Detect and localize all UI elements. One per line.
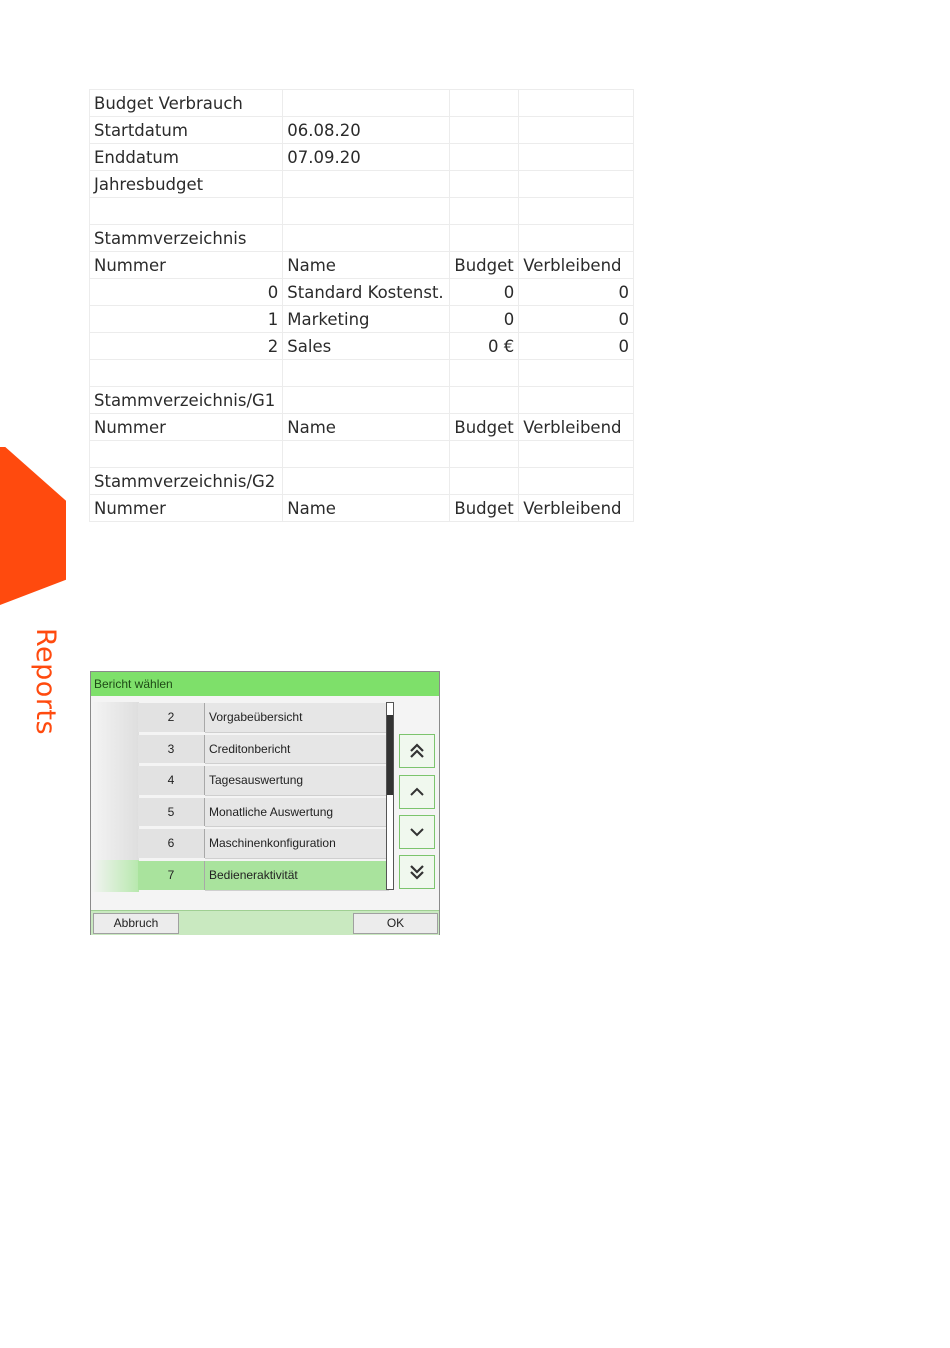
page-up-button[interactable] xyxy=(399,734,435,768)
sheet-cell: Marketing xyxy=(283,306,450,333)
sheet-cell xyxy=(90,198,283,225)
row-shading xyxy=(91,702,139,734)
sheet-cell: Enddatum xyxy=(90,144,283,171)
sheet-cell: Name xyxy=(283,252,450,279)
sheet-cell: Budget xyxy=(450,495,519,522)
double-chevron-up-icon xyxy=(408,742,426,760)
double-chevron-down-icon xyxy=(408,863,426,881)
sheet-cell: Stammverzeichnis/G2 xyxy=(90,468,283,495)
sheet-cell xyxy=(519,198,634,225)
sheet-cell: 0 xyxy=(519,306,634,333)
sheet-cell: 0 xyxy=(519,279,634,306)
sheet-cell: Nummer xyxy=(90,252,283,279)
sheet-cell: Jahresbudget xyxy=(90,171,283,198)
sheet-cell xyxy=(283,198,450,225)
sheet-cell: Name xyxy=(283,495,450,522)
sheet-cell xyxy=(450,387,519,414)
sheet-cell xyxy=(450,441,519,468)
sheet-cell xyxy=(283,387,450,414)
sheet-cell: Standard Kostenst. xyxy=(283,279,450,306)
sheet-cell xyxy=(283,360,450,387)
sheet-cell xyxy=(450,144,519,171)
sheet-cell xyxy=(283,171,450,198)
ok-button[interactable]: OK xyxy=(353,913,438,934)
sheet-row xyxy=(90,441,634,468)
scrollbar-thumb[interactable] xyxy=(387,715,393,795)
list-scrollbar[interactable] xyxy=(386,702,394,890)
sheet-cell: 06.08.20 xyxy=(283,117,450,144)
sheet-cell xyxy=(283,90,450,117)
sheet-cell xyxy=(519,171,634,198)
report-label: Tagesauswertung xyxy=(205,766,389,796)
report-number: 3 xyxy=(138,735,205,764)
sheet-cell: 0 € xyxy=(450,333,519,360)
report-list-item[interactable] xyxy=(91,765,391,797)
chevron-up-icon xyxy=(408,783,426,801)
report-number: 7 xyxy=(138,861,205,890)
sheet-cell: 0 xyxy=(450,279,519,306)
report-label: Creditonbericht xyxy=(205,735,389,765)
sheet-cell xyxy=(450,360,519,387)
report-list xyxy=(91,702,391,892)
budget-report-table xyxy=(89,89,634,522)
sheet-cell xyxy=(519,90,634,117)
sheet-cell xyxy=(519,117,634,144)
sheet-cell: Stammverzeichnis/G1 xyxy=(90,387,283,414)
sheet-cell xyxy=(450,468,519,495)
cancel-button[interactable]: Abbruch xyxy=(93,913,179,934)
sheet-cell: Budget Verbrauch xyxy=(90,90,283,117)
sheet-cell: Verbleibend xyxy=(519,414,634,441)
sheet-cell: Budget xyxy=(450,252,519,279)
sheet-cell: Nummer xyxy=(90,495,283,522)
chevron-down-icon xyxy=(408,823,426,841)
sheet-cell xyxy=(519,360,634,387)
section-tab xyxy=(0,447,66,605)
sheet-cell: Sales xyxy=(283,333,450,360)
sheet-cell: 2 xyxy=(90,333,283,360)
sheet-row xyxy=(90,117,634,144)
sheet-cell: 1 xyxy=(90,306,283,333)
sheet-row xyxy=(90,468,634,495)
report-number: 2 xyxy=(138,703,205,732)
sheet-row xyxy=(90,225,634,252)
sheet-cell xyxy=(283,441,450,468)
row-shading xyxy=(91,828,139,860)
report-label: Monatliche Auswertung xyxy=(205,798,389,828)
sheet-cell xyxy=(519,225,634,252)
sheet-cell xyxy=(519,144,634,171)
report-label: Vorgabeübersicht xyxy=(205,703,389,733)
sheet-cell: Nummer xyxy=(90,414,283,441)
report-number: 4 xyxy=(138,766,205,795)
scroll-up-button[interactable] xyxy=(399,775,435,809)
page-down-button[interactable] xyxy=(399,855,435,889)
sheet-cell: 0 xyxy=(519,333,634,360)
sheet-cell: 07.09.20 xyxy=(283,144,450,171)
sheet-cell xyxy=(90,360,283,387)
sheet-cell xyxy=(450,117,519,144)
report-number: 6 xyxy=(138,829,205,858)
report-number: 5 xyxy=(138,798,205,827)
sheet-row xyxy=(90,387,634,414)
sheet-row xyxy=(90,144,634,171)
sheet-row xyxy=(90,198,634,225)
sheet-cell: Verbleibend xyxy=(519,252,634,279)
sheet-cell xyxy=(519,387,634,414)
sheet-cell: Startdatum xyxy=(90,117,283,144)
row-shading xyxy=(91,797,139,829)
sheet-cell: 0 xyxy=(450,306,519,333)
sheet-cell: Name xyxy=(283,414,450,441)
sheet-cell xyxy=(283,468,450,495)
sheet-row xyxy=(90,90,634,117)
sheet-row xyxy=(90,414,634,441)
scroll-down-button[interactable] xyxy=(399,815,435,849)
report-list-item[interactable] xyxy=(91,828,391,860)
sheet-cell xyxy=(450,225,519,252)
sheet-row xyxy=(90,279,634,306)
report-label: Bedieneraktivität xyxy=(205,861,389,891)
sheet-cell xyxy=(283,225,450,252)
sheet-row xyxy=(90,171,634,198)
sheet-cell xyxy=(450,90,519,117)
report-list-item[interactable] xyxy=(91,702,391,734)
row-shading xyxy=(91,765,139,797)
report-list-item[interactable] xyxy=(91,734,391,766)
sheet-cell xyxy=(519,468,634,495)
section-label: Reports xyxy=(30,628,61,736)
softkey-bar xyxy=(91,910,439,935)
sheet-cell: Verbleibend xyxy=(519,495,634,522)
row-shading xyxy=(91,860,139,892)
row-shading xyxy=(91,734,139,766)
report-list-item[interactable] xyxy=(91,797,391,829)
report-label: Maschinenkonfiguration xyxy=(205,829,389,859)
sheet-cell xyxy=(450,198,519,225)
report-list-item[interactable] xyxy=(91,860,391,892)
sheet-row xyxy=(90,333,634,360)
sheet-row xyxy=(90,252,634,279)
sheet-cell xyxy=(90,441,283,468)
sheet-cell: Budget xyxy=(450,414,519,441)
sheet-row xyxy=(90,360,634,387)
sheet-cell: Stammverzeichnis xyxy=(90,225,283,252)
device-screen xyxy=(90,671,440,935)
sheet-cell xyxy=(450,171,519,198)
sheet-row xyxy=(90,495,634,522)
sheet-row xyxy=(90,306,634,333)
sheet-cell xyxy=(519,441,634,468)
sheet-cell: 0 xyxy=(90,279,283,306)
screen-title: Bericht wählen xyxy=(91,672,439,696)
